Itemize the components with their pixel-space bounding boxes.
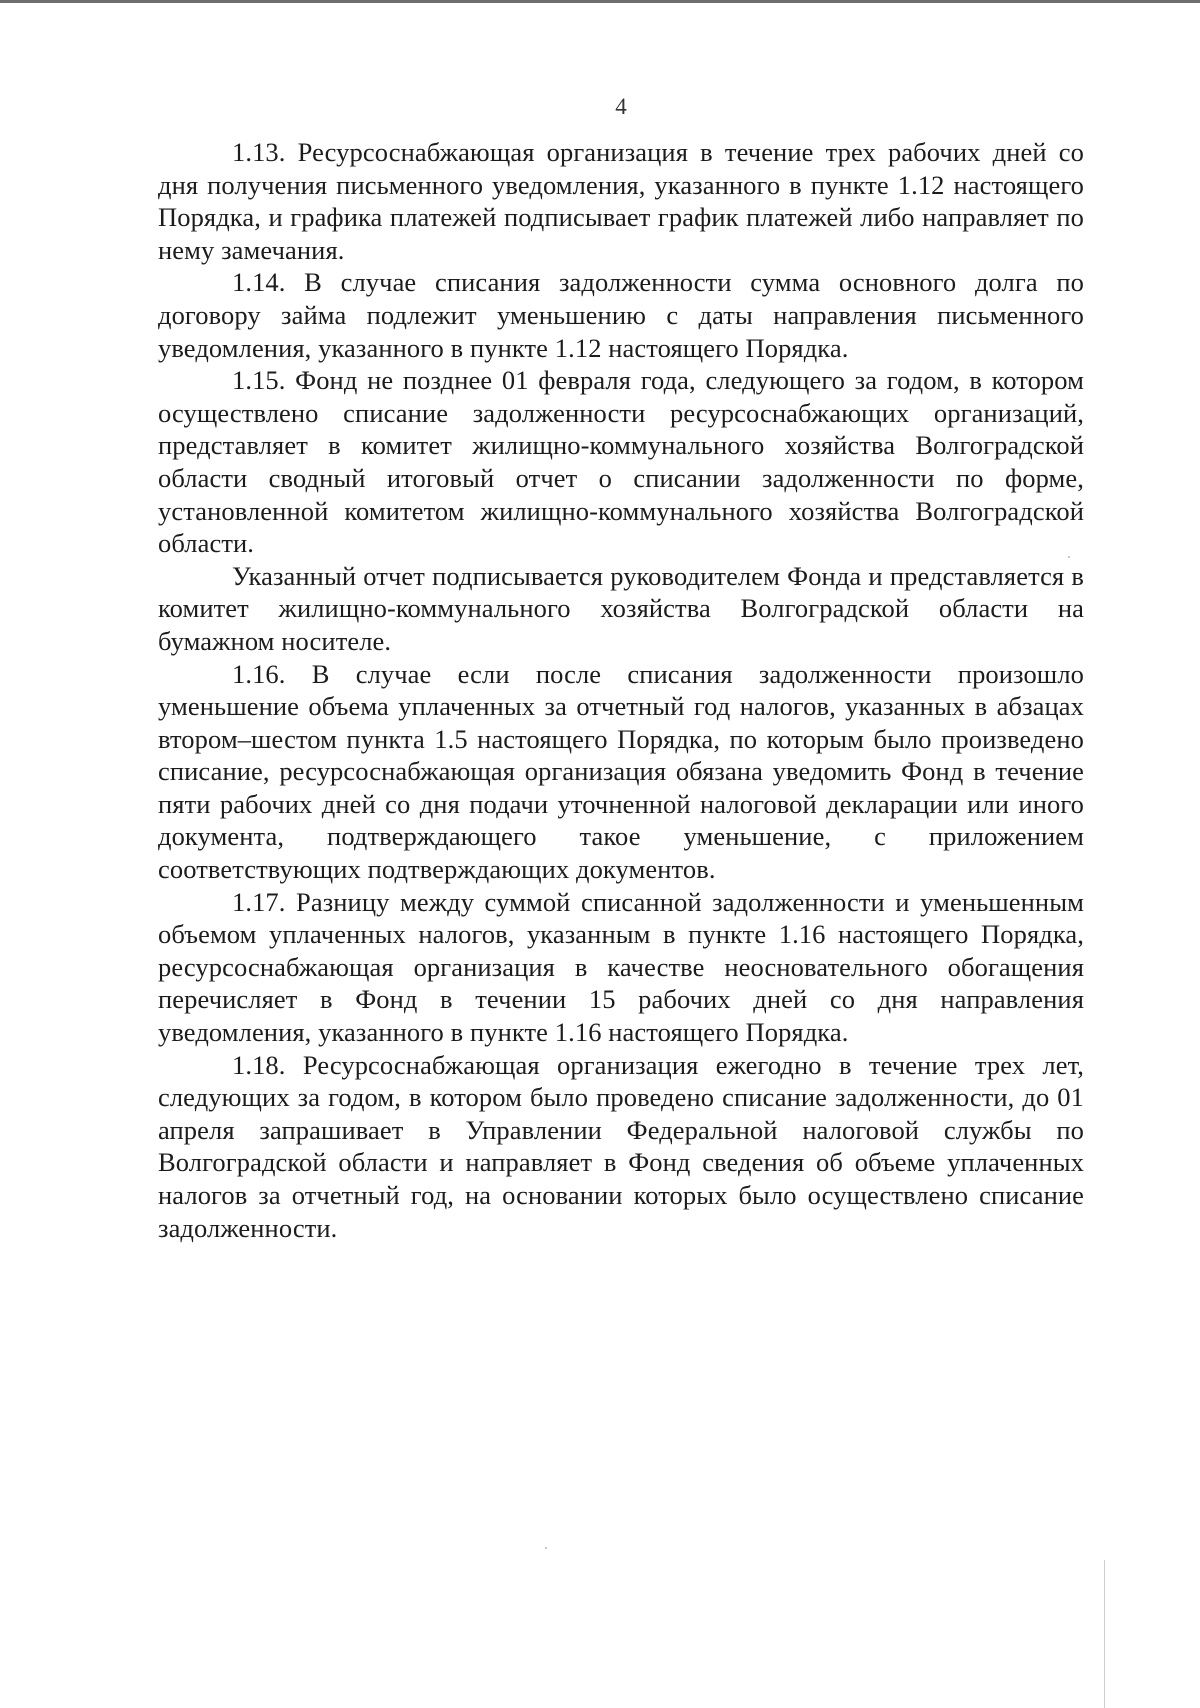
scan-edge-top [0,0,1200,3]
scan-edge-right [1104,1560,1105,1708]
paragraph-report-signature: Указанный отчет подписывается руководителем Фонда и представляется в комитет жилищно-коммунального хозяйства Волгоградской области на бумажном носителе. [158,560,1084,656]
paragraph-1-16: 1.16. В случае если после списания задолженности произошло уменьшение объема уплаченных за отчетный год налогов, указанных в абзацах втором–шестом пункта 1.5 настоящего Порядка, по которым было произведено списание, ресурсоснабжающая организация обязана уведомить Фонд в течение пяти рабочих дней со дня подачи уточненной налоговой декларации или иного документа, подтверждающего такое уменьшение, с приложением соответствующих подтверждающих документов. [158,658,1084,885]
paragraph-1-18: 1.18. Ресурсоснабжающая организация ежегодно в течение трех лет, следующих за годом, в котором было проведено списание задолженности, до 01 апреля запрашивает в Управлении Федеральной налоговой службы по Волгоградской области и направляет в Фонд сведения об объеме уплаченных налогов за отчетный год, на основании которых было осуществлено списание задолженности. [158,1049,1084,1243]
paragraph-1-17: 1.17. Разницу между суммой списанной задолженности и уменьшенным объемом уплаченных налогов, указанным в пункте 1.16 настоящего Порядка, ресурсоснабжающая организация в качестве неосновательного обогащения перечисляет в Фонд в течении 15 рабочих дней со дня направления уведомления, указанного в пункте 1.16 настоящего Порядка. [158,886,1084,1048]
document-page [158,92,1084,1244]
page-number: 4 [615,94,627,119]
paragraph-1-13: 1.13. Ресурсоснабжающая организация в течение трех рабочих дней со дня получения письменного уведомления, указанного в пункте 1.12 настоящего Порядка, и графика платежей подписывает график платежей либо направляет по нему замечания. [158,137,1084,265]
scan-speck [545,1547,547,1549]
paragraph-1-15: 1.15. Фонд не позднее 01 февраля года, следующего за годом, в котором осуществлено списание задолженности ресурсоснабжающих организаций, представляет в комитет жилищно-коммунального хозяйства Волгоградской области сводный итоговый отчет о списании задолженности по форме, установленной комитетом жилищно-коммунального хозяйства Волгоградской области. [158,365,1084,559]
scan-speck [1068,556,1070,558]
paragraph-1-14: 1.14. В случае списания задолженности сумма основного долга по договору займа подлежит уменьшению с даты направления письменного уведомления, указанного в пункте 1.12 настоящего Порядка. [158,267,1084,363]
